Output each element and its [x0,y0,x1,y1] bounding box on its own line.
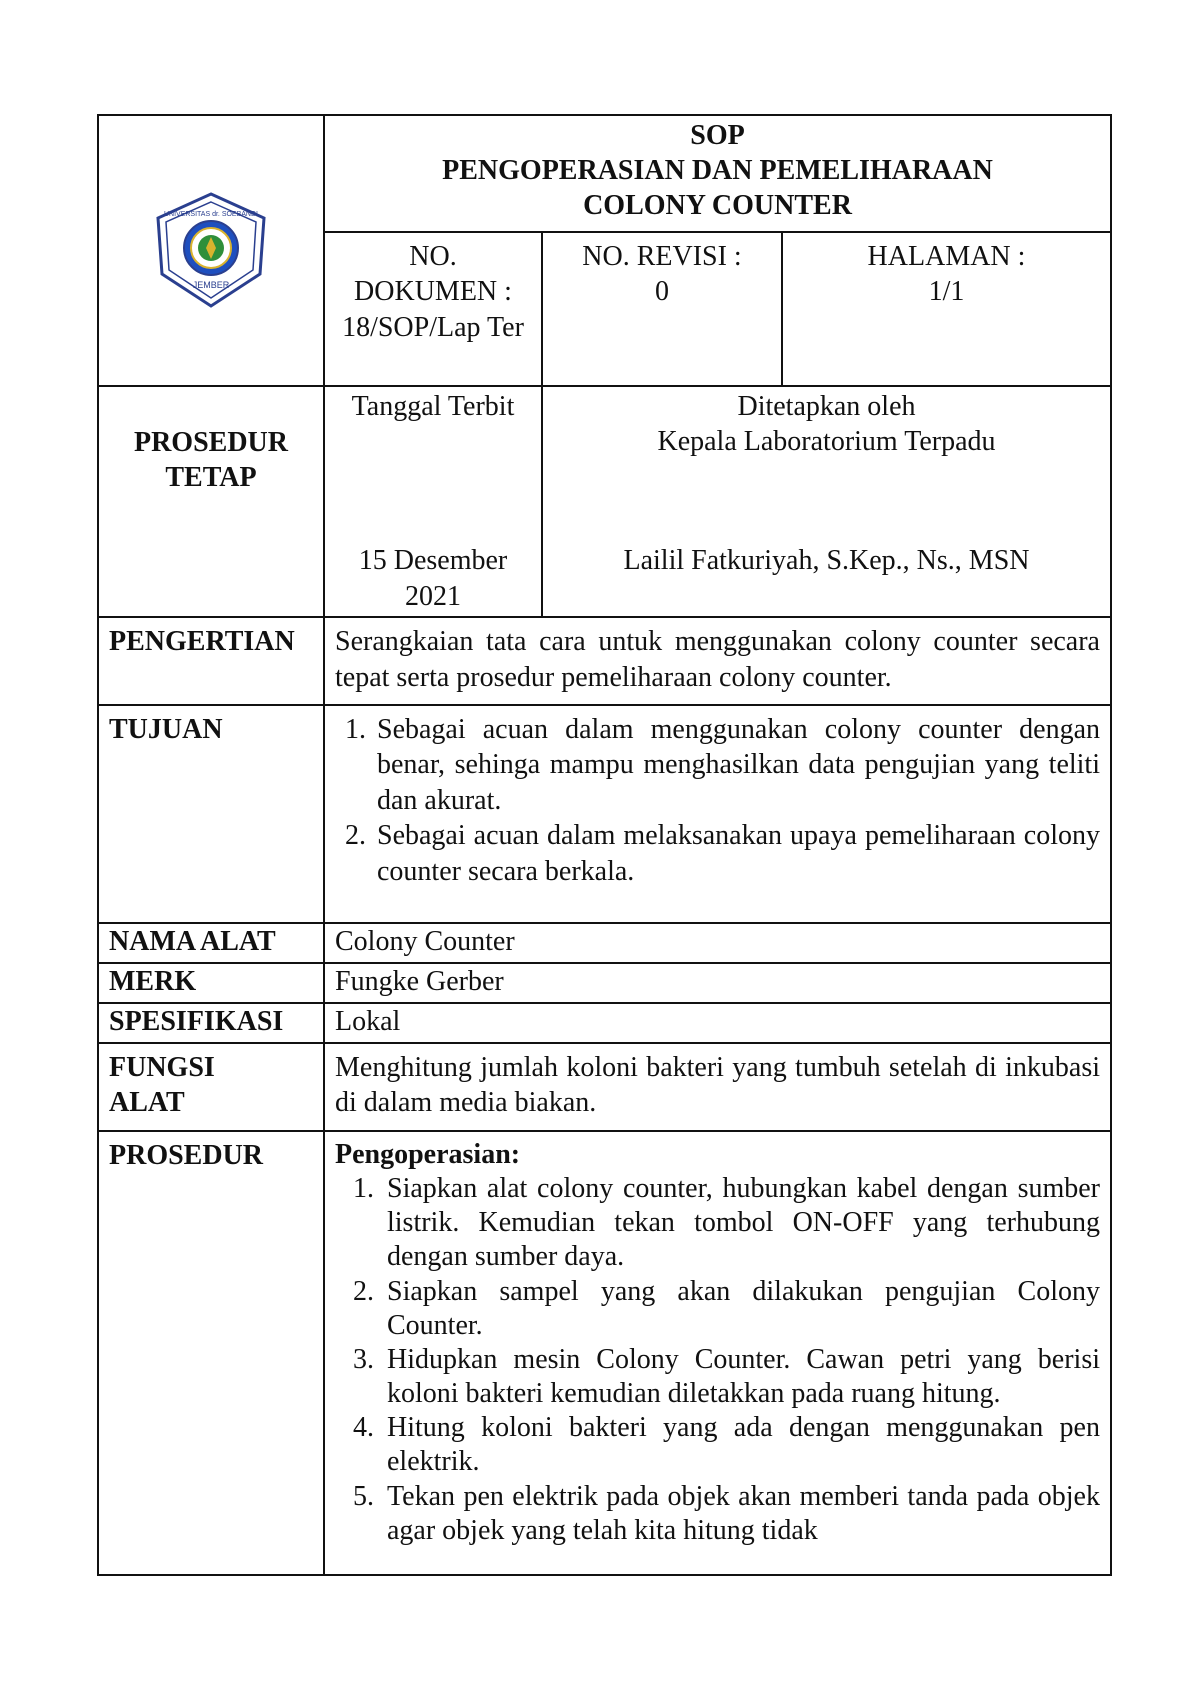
fungsi-alat-label [98,1043,324,1131]
tanggal-terbit-value: 15 Desember [358,545,508,577]
halaman-label: HALAMAN : [867,240,1026,272]
nama-alat-value: Colony Counter [324,923,1111,963]
logo-cell [98,115,324,386]
prosedur-tetap-label [98,386,324,618]
tujuan-label: TUJUAN [98,705,324,923]
halaman-cell [782,232,1111,386]
tanggal-terbit-cell [324,386,542,618]
no-revisi-cell [542,232,782,386]
prosedur-step-1: 1. Siapkan alat colony counter, hubungkan kabel dengan sumber listrik. Kemudian tekan tombol ON-OFF yang terhubung dengan sumber daya. [381,1172,1100,1274]
prosedur-subheading: Pengoperasian: [335,1138,521,1170]
tanggal-terbit-year: 2021 [405,580,461,612]
spesifikasi-label: SPESIFIKASI [98,1003,324,1043]
no-dokumen-label: NO. DOKUMEN : [354,240,512,308]
tujuan-content [324,705,1111,923]
svg-text:UNIVERSITAS dr. SOEBANDI: UNIVERSITAS dr. SOEBANDI [163,211,259,219]
pengertian-label: PENGERTIAN [98,617,324,704]
fungsi-alat-label-line1: FUNGSI [109,1051,215,1083]
prosedur-tetap-line1: PROSEDUR [133,426,288,458]
tujuan-list [335,712,1100,890]
no-dokumen-cell [324,232,542,386]
halaman-value: 1/1 [928,276,965,308]
nama-alat-label: NAMA ALAT [98,923,324,963]
fungsi-alat-label-line2: ALAT [109,1087,185,1119]
pengertian-text: Serangkaian tata cara untuk menggunakan colony counter secara tepat serta prosedur pemeliharaan colony counter. [324,617,1111,704]
title-main: PENGOPERASIAN DAN PEMELIHARAAN [442,155,993,186]
no-dokumen-value: 18/SOP/Lap Ter [342,311,524,343]
no-revisi-label: NO. REVISI : [582,240,742,272]
prosedur-step-2: 2. Siapkan sampel yang akan dilakukan pengujian Colony Counter. [381,1275,1100,1343]
tanggal-terbit-label: Tanggal Terbit [351,390,515,422]
sop-table [97,114,1112,1576]
merk-value: Fungke Gerber [324,963,1111,1003]
prosedur-label: PROSEDUR [98,1131,324,1575]
prosedur-step-5: 5. Tekan pen elektrik pada objek akan memberi tanda pada objek agar objek yang telah kita hitung tidak [381,1480,1100,1548]
document-title [324,115,1111,232]
spesifikasi-value: Lokal [324,1003,1111,1043]
prosedur-steps [335,1172,1100,1548]
prosedur-tetap-line2: TETAP [165,462,257,494]
tujuan-item-2: 2. Sebagai acuan dalam melaksanakan upaya pemeliharaan colony counter secara berkala. [373,818,1100,889]
ditetapkan-label: Ditetapkan oleh [737,390,916,422]
merk-label: MERK [98,963,324,1003]
title-device: COLONY COUNTER [583,190,852,221]
title-sop: SOP [690,120,745,151]
ditetapkan-jabatan: Kepala Laboratorium Terpadu [657,426,996,458]
fungsi-alat-text: Menghitung jumlah koloni bakteri yang tumbuh setelah di inkubasi di dalam media biakan. [324,1043,1111,1131]
prosedur-step-4: 4. Hitung koloni bakteri yang ada dengan menggunakan pen elektrik. [381,1411,1100,1479]
prosedur-step-3: 3. Hidupkan mesin Colony Counter. Cawan petri yang berisi koloni bakteri kemudian diletakkan pada ruang hitung. [381,1343,1100,1411]
university-seal-logo-icon [146,190,276,310]
tujuan-item-1: 1. Sebagai acuan dalam menggunakan colony counter dengan benar, sehinga mampu menghasilkan data pengujian yang teliti dan akurat. [373,712,1100,819]
no-revisi-value: 0 [655,276,669,308]
ditetapkan-cell [542,386,1111,618]
signatory-name: Lailil Fatkuriyah, S.Kep., Ns., MSN [623,544,1030,576]
prosedur-content [324,1131,1111,1575]
svg-text:JEMBER: JEMBER [192,280,230,291]
